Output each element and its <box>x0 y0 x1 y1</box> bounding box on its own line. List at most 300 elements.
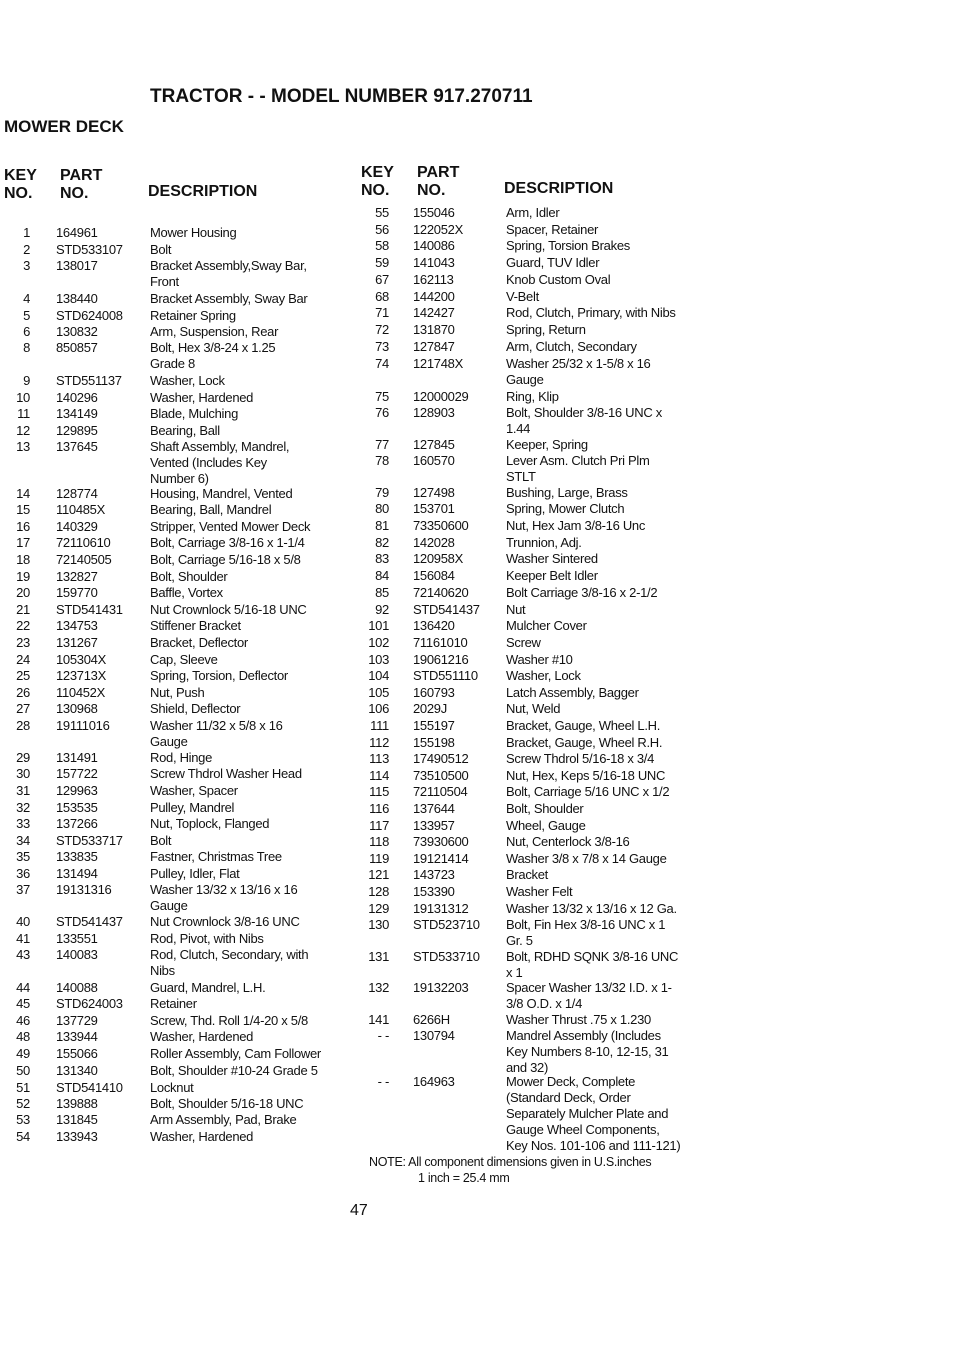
part-description <box>506 405 662 437</box>
part-number: 141043 <box>413 255 455 270</box>
part-description <box>150 849 282 865</box>
part-description <box>506 917 665 949</box>
part-number: 131845 <box>56 1112 98 1127</box>
part-number: 131494 <box>56 866 98 881</box>
part-description <box>150 1063 318 1079</box>
part-number: STD533107 <box>56 242 123 257</box>
key-number: 75 <box>375 389 389 404</box>
key-number: - - <box>377 1028 389 1043</box>
description-line: Spacer, Retainer <box>506 222 599 237</box>
description-line: Washer 25/32 x 1-5/8 x 16 <box>506 356 651 371</box>
part-number: 130794 <box>413 1028 455 1043</box>
description-line: Spring, Torsion Brakes <box>506 238 630 253</box>
part-number: 131267 <box>56 635 98 650</box>
description-line: Nut, Push <box>150 685 205 700</box>
description-line: Shield, Deflector <box>150 701 241 716</box>
description-line: Key Numbers 8-10, 12-15, 31 <box>506 1044 669 1059</box>
key-number: 56 <box>375 222 389 237</box>
key-number: 43 <box>16 947 30 962</box>
part-description <box>150 1046 321 1062</box>
part-number: 73510500 <box>413 768 469 783</box>
part-number: 153390 <box>413 884 455 899</box>
key-number: 32 <box>16 800 30 815</box>
part-number: 110452X <box>56 685 105 700</box>
key-number: 101 <box>368 618 389 633</box>
part-description <box>506 453 650 485</box>
part-description <box>150 866 239 882</box>
key-number: 40 <box>16 914 30 929</box>
part-number: 110485X <box>56 502 105 517</box>
right-desc-header: DESCRIPTION <box>504 180 614 197</box>
description-line: Bearing, Ball <box>150 423 220 438</box>
part-description <box>150 373 225 389</box>
part-description <box>150 1029 253 1045</box>
part-description <box>150 652 218 668</box>
part-description <box>150 618 241 634</box>
part-number: 157722 <box>56 766 98 781</box>
description-line: Spring, Torsion, Deflector <box>150 668 288 683</box>
key-number: 78 <box>375 453 389 468</box>
description-line: Bolt Carriage 3/8-16 x 2-1/2 <box>506 585 658 600</box>
left-key-header-line2: NO. <box>4 185 33 202</box>
key-number: 53 <box>16 1112 30 1127</box>
part-description <box>506 485 628 501</box>
description-line: Arm, Clutch, Secondary <box>506 339 637 354</box>
part-description <box>506 568 598 584</box>
key-number: 10 <box>16 390 30 405</box>
description-line: Bracket, Gauge, Wheel R.H. <box>506 735 663 750</box>
key-number: 85 <box>375 585 389 600</box>
part-description <box>150 519 310 535</box>
part-number: 120958X <box>413 551 463 566</box>
key-number: 37 <box>16 882 30 897</box>
part-number: 153535 <box>56 800 98 815</box>
part-description <box>150 308 236 324</box>
part-number: 160793 <box>413 685 455 700</box>
description-line: Washer Sintered <box>506 551 598 566</box>
part-description <box>506 289 539 305</box>
key-number: 121 <box>368 867 389 882</box>
part-number: STD533717 <box>56 833 123 848</box>
part-description <box>150 980 265 996</box>
part-number: 72140505 <box>56 552 112 567</box>
key-number: 105 <box>368 685 389 700</box>
left-part-header <box>60 167 102 203</box>
description-line: Bracket, Gauge, Wheel L.H. <box>506 718 661 733</box>
description-line: Guard, Mandrel, L.H. <box>150 980 266 995</box>
part-number: 137644 <box>413 801 455 816</box>
part-number: 2029J <box>413 701 447 716</box>
part-number: 129963 <box>56 783 98 798</box>
key-number: 6 <box>23 324 30 339</box>
key-number: 36 <box>16 866 30 881</box>
part-description <box>506 305 676 321</box>
description-line: Spring, Return <box>506 322 586 337</box>
part-description <box>506 222 598 238</box>
part-description <box>150 635 248 651</box>
description-line: Latch Assembly, Bagger <box>506 685 639 700</box>
part-description <box>506 602 525 618</box>
key-number: 102 <box>368 635 389 650</box>
part-number: 155198 <box>413 735 455 750</box>
description-line: Fastner, Christmas Tree <box>150 849 282 864</box>
part-number: 159770 <box>56 585 98 600</box>
part-number: 134149 <box>56 406 98 421</box>
part-description <box>150 914 300 930</box>
description-line: Bolt, Shoulder <box>150 569 228 584</box>
key-number: 92 <box>375 602 389 617</box>
key-number: 29 <box>16 750 30 765</box>
part-description <box>150 1112 296 1128</box>
description-line: Washer, Lock <box>150 373 225 388</box>
part-number: 134753 <box>56 618 98 633</box>
part-number: 133944 <box>56 1029 98 1044</box>
description-line: Roller Assembly, Cam Follower <box>150 1046 321 1061</box>
description-line: Front <box>150 274 179 289</box>
key-number: 141 <box>368 1012 389 1027</box>
part-description <box>506 356 651 388</box>
part-description <box>506 501 624 517</box>
key-number: 84 <box>375 568 389 583</box>
part-number: 72110504 <box>413 784 468 799</box>
key-number: 45 <box>16 996 30 1011</box>
description-line: Bolt, Shoulder 5/16-18 UNC <box>150 1096 304 1111</box>
key-number: 14 <box>16 486 30 501</box>
right-key-header-line1: KEY <box>361 164 394 181</box>
key-number: 28 <box>16 718 30 733</box>
key-number: 8 <box>23 340 30 355</box>
part-number: 105304X <box>56 652 106 667</box>
part-description <box>506 255 599 271</box>
part-description <box>150 1013 308 1029</box>
part-number: 132827 <box>56 569 98 584</box>
description-line: Spring, Mower Clutch <box>506 501 625 516</box>
part-description <box>506 322 586 338</box>
key-number: 48 <box>16 1029 30 1044</box>
part-description <box>506 238 630 254</box>
part-number: 19111016 <box>56 718 110 733</box>
part-number: 72140620 <box>413 585 469 600</box>
part-description <box>150 423 220 439</box>
part-description <box>150 766 302 782</box>
key-number: 17 <box>16 535 30 550</box>
part-description <box>506 949 678 981</box>
description-line: Washer 13/32 x 13/16 x 16 <box>150 882 298 897</box>
key-number: 15 <box>16 502 30 517</box>
description-line: Bolt, Carriage 3/8-16 x 1-1/4 <box>150 535 305 550</box>
part-description <box>150 931 264 947</box>
part-number: 73930600 <box>413 834 469 849</box>
key-number: 1 <box>23 225 30 240</box>
dimension-note <box>369 1154 651 1186</box>
description-line: Washer 13/32 x 13/16 x 12 Ga. <box>506 901 677 916</box>
key-number: 50 <box>16 1063 30 1078</box>
part-description <box>150 1080 193 1096</box>
part-description <box>506 701 560 717</box>
part-number: 131870 <box>413 322 455 337</box>
part-description <box>150 225 236 241</box>
part-number: 130832 <box>56 324 98 339</box>
part-description <box>506 205 559 221</box>
key-number: 73 <box>375 339 389 354</box>
description-line: Screw, Thd. Roll 1/4-20 x 5/8 <box>150 1013 308 1028</box>
part-description <box>150 552 301 568</box>
part-number: STD541437 <box>413 602 480 617</box>
key-number: 20 <box>16 585 30 600</box>
description-line: Bolt, Fin Hex 3/8-16 UNC x 1 <box>506 917 666 932</box>
description-line: Washer 3/8 x 7/8 x 14 Gauge <box>506 851 667 866</box>
description-line: Housing, Mandrel, Vented <box>150 486 293 501</box>
part-number: STD551110 <box>413 668 478 683</box>
part-number: STD624008 <box>56 308 123 323</box>
part-description <box>150 406 238 422</box>
description-line: Vented (Includes Key <box>150 455 267 470</box>
part-description <box>506 834 629 850</box>
key-number: 35 <box>16 849 30 864</box>
part-number: 142427 <box>413 305 455 320</box>
description-line: Washer Felt <box>506 884 573 899</box>
part-number: 127847 <box>413 339 455 354</box>
part-description <box>150 996 197 1012</box>
part-description <box>150 783 238 799</box>
part-number: 12000029 <box>413 389 469 404</box>
description-line: Rod, Clutch, Primary, with Nibs <box>506 305 676 320</box>
key-number: 52 <box>16 1096 30 1111</box>
part-number: 160570 <box>413 453 455 468</box>
part-number: 128774 <box>56 486 98 501</box>
key-number: 79 <box>375 485 389 500</box>
key-number: 74 <box>375 356 389 371</box>
description-line: Gauge <box>506 372 544 387</box>
description-line: Nut, Hex Jam 3/8-16 Unc <box>506 518 646 533</box>
part-number: 129895 <box>56 423 98 438</box>
key-number: 25 <box>16 668 30 683</box>
part-number: 155066 <box>56 1046 98 1061</box>
left-key-header-line1: KEY <box>4 167 37 184</box>
description-line: Bushing, Large, Brass <box>506 485 628 500</box>
key-number: 132 <box>368 980 389 995</box>
description-line: Nut Crownlock 3/8-16 UNC <box>150 914 300 929</box>
key-number: 3 <box>23 258 30 273</box>
right-key-header <box>361 164 394 200</box>
part-description <box>506 652 573 668</box>
key-number: 77 <box>375 437 389 452</box>
part-description <box>150 486 292 502</box>
key-number: 51 <box>16 1080 30 1095</box>
part-description <box>150 258 307 290</box>
description-line: Wheel, Gauge <box>506 818 586 833</box>
description-line: Bolt, Carriage 5/16-18 x 5/8 <box>150 552 301 567</box>
description-line: Bolt, Carriage 5/16 UNC x 1/2 <box>506 784 670 799</box>
note-line-2: 1 inch = 25.4 mm <box>418 1171 510 1185</box>
description-line: Baffle, Vortex <box>150 585 223 600</box>
key-number: 111 <box>370 718 389 733</box>
description-line: Gauge <box>150 898 188 913</box>
part-number: STD624003 <box>56 996 123 1011</box>
part-description <box>150 535 305 551</box>
key-number: 59 <box>375 255 389 270</box>
page-number: 47 <box>350 1202 368 1219</box>
key-number: 128 <box>368 884 389 899</box>
part-description <box>506 718 660 734</box>
part-description <box>506 980 672 1012</box>
part-description <box>506 339 637 355</box>
part-number: 164963 <box>413 1074 455 1089</box>
description-line: Arm, Suspension, Rear <box>150 324 279 339</box>
part-number: 137266 <box>56 816 98 831</box>
key-number: 30 <box>16 766 30 781</box>
key-number: 44 <box>16 980 30 995</box>
part-description <box>150 833 171 849</box>
part-number: 130968 <box>56 701 98 716</box>
description-line: Retainer <box>150 996 197 1011</box>
description-line: Gr. 5 <box>506 933 533 948</box>
part-number: 19131312 <box>413 901 469 916</box>
description-line: Rod, Clutch, Secondary, with <box>150 947 309 962</box>
description-line: (Standard Deck, Order <box>506 1090 631 1105</box>
key-number: 83 <box>375 551 389 566</box>
part-description <box>506 551 598 567</box>
part-description <box>506 618 587 634</box>
key-number: 26 <box>16 685 30 700</box>
part-description <box>506 801 583 817</box>
part-description <box>506 585 657 601</box>
description-line: Bearing, Ball, Mandrel <box>150 502 272 517</box>
part-description <box>506 768 665 784</box>
part-description <box>150 340 275 372</box>
key-number: 11 <box>17 406 30 421</box>
part-description <box>150 800 234 816</box>
description-line: Washer Thrust .75 x 1.230 <box>506 1012 651 1027</box>
key-number: 72 <box>375 322 389 337</box>
key-number: 130 <box>368 917 389 932</box>
part-description <box>150 882 297 914</box>
part-description <box>506 884 572 900</box>
key-number: 104 <box>368 668 389 683</box>
description-line: Grade 8 <box>150 356 195 371</box>
description-line: Nibs <box>150 963 175 978</box>
part-description <box>150 701 240 717</box>
description-line: Pulley, Idler, Flat <box>150 866 240 881</box>
part-description <box>506 1074 680 1154</box>
description-line: Screw Thdrol 5/16-18 x 3/4 <box>506 751 655 766</box>
part-description <box>506 901 677 917</box>
part-description <box>506 518 645 534</box>
part-number: STD541410 <box>56 1080 123 1095</box>
part-description <box>506 668 581 684</box>
key-number: 68 <box>375 289 389 304</box>
description-line: Washer, Spacer <box>150 783 238 798</box>
part-number: 140296 <box>56 390 98 405</box>
part-number: 121748X <box>413 356 463 371</box>
key-number: 18 <box>16 552 30 567</box>
part-number: 140083 <box>56 947 98 962</box>
description-line: Retainer Spring <box>150 308 236 323</box>
key-number: 118 <box>369 834 389 849</box>
part-number: 71161010 <box>413 635 468 650</box>
part-description <box>150 685 204 701</box>
part-description <box>506 818 586 834</box>
description-line: Guard, TUV Idler <box>506 255 600 270</box>
part-description <box>150 947 308 979</box>
key-number: 21 <box>16 602 30 617</box>
key-number: 113 <box>369 751 389 766</box>
key-number: 71 <box>375 305 389 320</box>
description-line: Lever Asm. Clutch Pri Plm <box>506 453 650 468</box>
part-number: 19132203 <box>413 980 469 995</box>
part-number: STD541431 <box>56 602 123 617</box>
part-number: 72110610 <box>56 535 111 550</box>
page-title: TRACTOR - - MODEL NUMBER 917.270711 <box>150 86 533 107</box>
part-description <box>150 291 307 307</box>
description-line: Washer 11/32 x 5/8 x 16 <box>150 718 283 733</box>
description-line: Rod, Pivot, with Nibs <box>150 931 264 946</box>
left-key-header <box>4 167 37 203</box>
key-number: 5 <box>23 308 30 323</box>
key-number: 12 <box>16 423 30 438</box>
part-number: 133835 <box>56 849 98 864</box>
key-number: 16 <box>16 519 30 534</box>
key-number: 46 <box>16 1013 30 1028</box>
part-description <box>506 867 548 883</box>
part-description <box>506 784 669 800</box>
part-number: 137729 <box>56 1013 98 1028</box>
description-line: Keeper, Spring <box>506 437 588 452</box>
part-number: 19121414 <box>413 851 469 866</box>
part-description <box>506 751 654 767</box>
description-line: 1.44 <box>506 421 531 436</box>
description-line: Gauge Wheel Components, <box>506 1122 660 1137</box>
key-number: 9 <box>23 373 30 388</box>
part-description <box>506 851 667 867</box>
description-line: Nut <box>506 602 526 617</box>
key-number: 80 <box>375 501 389 516</box>
part-number: STD551137 <box>56 373 122 388</box>
description-line: Separately Mulcher Plate and <box>506 1106 669 1121</box>
key-number: 117 <box>369 818 389 833</box>
part-number: 142028 <box>413 535 455 550</box>
part-number: 6266H <box>413 1012 450 1027</box>
description-line: Stripper, Vented Mower Deck <box>150 519 311 534</box>
part-number: 131340 <box>56 1063 98 1078</box>
part-number: 73350600 <box>413 518 469 533</box>
part-description <box>150 718 283 750</box>
part-description <box>150 816 269 832</box>
description-line: Bracket Assembly, Sway Bar <box>150 291 308 306</box>
part-description <box>150 602 307 618</box>
description-line: Mower Housing <box>150 225 237 240</box>
part-number: 19061216 <box>413 652 469 667</box>
part-number: 153701 <box>413 501 455 516</box>
description-line: V-Belt <box>506 289 539 304</box>
part-number: 19131316 <box>56 882 112 897</box>
section-heading: MOWER DECK <box>4 117 124 136</box>
key-number: 4 <box>23 291 30 306</box>
key-number: 49 <box>16 1046 30 1061</box>
description-line: Nut, Hex, Keps 5/16-18 UNC <box>506 768 666 783</box>
key-number: 58 <box>375 238 389 253</box>
part-number: 131491 <box>56 750 98 765</box>
part-description <box>150 1096 303 1112</box>
description-line: STLT <box>506 469 536 484</box>
part-description <box>150 439 289 487</box>
part-number: 136420 <box>413 618 455 633</box>
description-line: Washer, Hardened <box>150 1029 254 1044</box>
description-line: Trunnion, Adj. <box>506 535 582 550</box>
part-number: 122052X <box>413 222 463 237</box>
part-number: STD523710 <box>413 917 480 932</box>
description-line: Nut, Toplock, Flanged <box>150 816 270 831</box>
